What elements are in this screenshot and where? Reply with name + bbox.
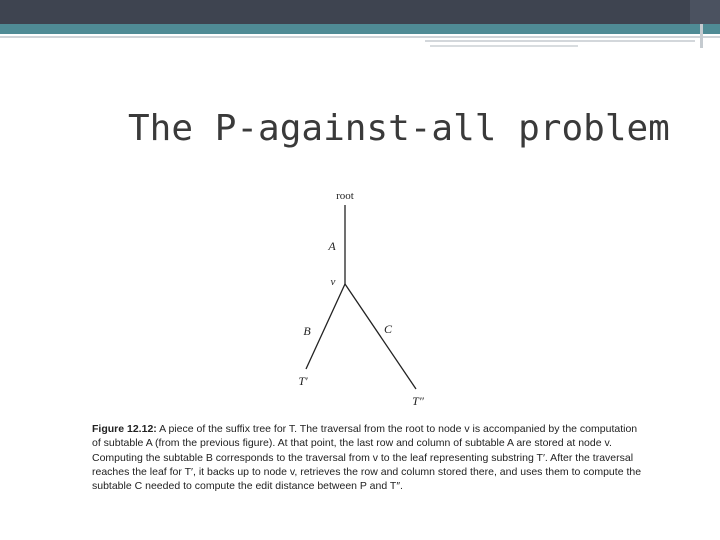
edge-v-t2	[345, 284, 416, 389]
edge-label-c: C	[383, 322, 393, 336]
node-label-v: v	[330, 276, 336, 288]
node-label-root: root	[336, 190, 354, 202]
figure-caption	[92, 422, 642, 493]
edge-v-t1	[306, 284, 345, 369]
edge-label-b: B	[303, 324, 311, 338]
leaf-label-t1: T′	[298, 374, 308, 388]
slide-title: The P-against-all problem	[128, 108, 670, 149]
leaf-label-t2: T″	[412, 394, 424, 408]
figure-caption-text: A piece of the suffix tree for T. The traversal from the root to node v is accompanied by the computation of subtable A (from the previous figure). At that point, the last row and column of subtable A are stored at node v. Computing the subtable B corresponds to the traversal from v to the leaf representing substring T′. After the traversal reaches the leaf for T′, it backs up to node v, retrieves the row and column stored there, and uses them to compute the subtable C needed to compute the edit distance between P and T″.	[92, 423, 642, 493]
figure-label: Figure 12.12:	[92, 423, 157, 435]
edge-label-a: A	[328, 239, 336, 253]
